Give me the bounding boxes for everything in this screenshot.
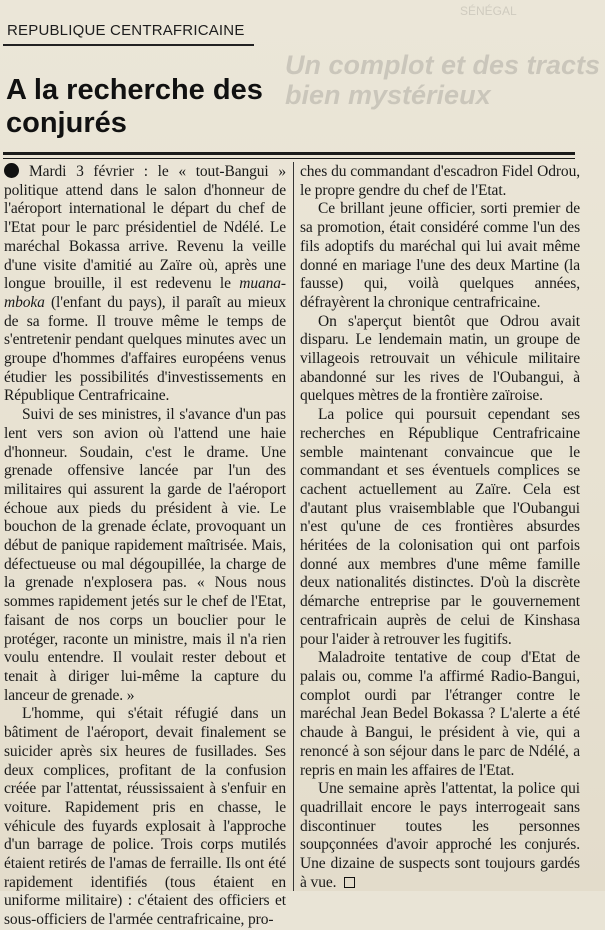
section-label: REPUBLIQUE CENTRAFRICAINE <box>7 22 245 39</box>
section-rule <box>3 44 254 46</box>
paragraph-1 <box>4 163 286 406</box>
headline-rule-thin <box>3 158 575 159</box>
paragraph-4: ches du commandant d'escadron Fidel Odrou, le propre gendre du chef de l'Etat. <box>300 163 580 199</box>
column-divider <box>293 162 294 891</box>
bleed-through-kicker: SÉNÉGAL <box>460 4 517 18</box>
article-column-right <box>300 163 580 892</box>
paragraph-1-text-b: (l'enfant du pays), il paraît au mieux de sa forme. Il trouve même le temps de s'entretenir pendant quelques minutes avec un groupe d'hommes d'affaires européens venus étudier les possibilités d'investissements en République Centrafricaine. <box>4 293 286 405</box>
article-column-left <box>4 163 286 930</box>
paragraph-6: On s'aperçut bientôt que Odrou avait disparu. Le lendemain matin, un groupe de villageois retrouvait un véhicule militaire abandonné sur les rives de l'Oubangui, à quelques mètres de la frontière zaïroise. <box>300 312 580 405</box>
paragraph-3: L'homme, qui s'était réfugié dans un bâtiment de l'aéroport, devait finalement se suicider après six heures de fusillades. Ses deux complices, profitant de la confusion créée par l'attentat, réussissaient à s'enfuir en voiture. Rapidement pris en chasse, le véhicule des fuyards explosait à l'approche d'un barrage de police. Trois corps mutilés étaient retirés de l'amas de ferraille. Ils ont été rapidement identifiés (tous étaient en uniforme militaire) : c'étaient des officiers et sous-officiers de l'armée centrafricaine, pro- <box>4 705 286 929</box>
paragraph-7: La police qui poursuit cependant ses recherches en République Centrafricaine semble maintenant convaincue que le commandant et ses éventuels complices se cachent actuellement au Zaïre. Cela est d'autant plus vraisemblable que l'Oubangui n'est qu'une de ces frontières absurdes héritées de la colonisation qui ont parfois donné aux membres d'une même famille deux nationalités distinctes. D'où la discrète démarche entreprise par le gouvernement centrafricain auprès de celui de Kinshasa pour l'aider à retrouver les fugitifs. <box>300 406 580 648</box>
paragraph-9-text: Une semaine après l'attentat, la police qui quadrillait encore le pays interrogeait sans discontinuer toutes les personnes soupçonnées d'avoir approché les conjurés. Une dizaine de suspects sont toujours gardés à vue. <box>300 780 580 891</box>
paragraph-2: Suivi de ses ministres, il s'avance d'un pas lent vers son avion où l'attend une haie d'honneur. Soudain, c'est le drame. Une grenade offensive lancée par l'un des militaires qui assurent la garde de l'aéroport échoue aux pieds du président à vie. Le bouchon de la grenade éclate, provoquant un début de panique rapidement maîtrisée. Mais, défectueuse ou mal dégoupillée, la charge de la grenade n'explosera pas. « Nous nous sommes rapidement jetés sur le chef de l'Etat, faisant de nos corps un bouclier pour le protéger, raconte un ministre, mais il n'a rien voulu entendre. Il voulait rester debout et tenait à diriger lui-même la capture du lanceur de grenade. » <box>4 406 286 704</box>
bullet-icon <box>4 163 19 178</box>
paragraph-9 <box>300 780 580 892</box>
bleed-through-headline: Un complot et des tracts bien mystérieux <box>285 50 601 110</box>
paragraph-1-italic: muana-mboka <box>4 275 286 311</box>
paragraph-8: Maladroite tentative de coup d'Etat de palais ou, comme l'a affirmé Radio-Bangui, complot ourdi par l'étranger contre le maréchal Jean Bedel Bokassa ? L'alerte a été chaude à Bangui, le président à vie, qui a renoncé à son séjour dans le parc de Ndélé, a repris en main les affaires de l'Etat. <box>300 649 580 779</box>
paragraph-1-text-a: Mardi 3 février : le « tout-Bangui » politique attend dans le salon d'honneur de l'aéroport international le départ du chef de l'Etat pour le parc présidentiel de Ndélé. Le maréchal Bokassa arrive. Revenu la veille d'une visite d'amitié au Zaïre où, après une longue brouille, il est redevenu le <box>4 163 286 293</box>
article-headline: A la recherche des conjurés <box>6 74 263 139</box>
end-square-icon <box>344 877 355 888</box>
headline-rule-heavy <box>3 152 575 155</box>
paragraph-5: Ce brillant jeune officier, sorti premier de sa promotion, était considéré comme l'un des fils adoptifs du maréchal qui lui avait même donné en mariage l'une des deux Martine (la fausse) qui, voilà quelques années, défrayèrent la chronique centrafricaine. <box>300 200 580 311</box>
